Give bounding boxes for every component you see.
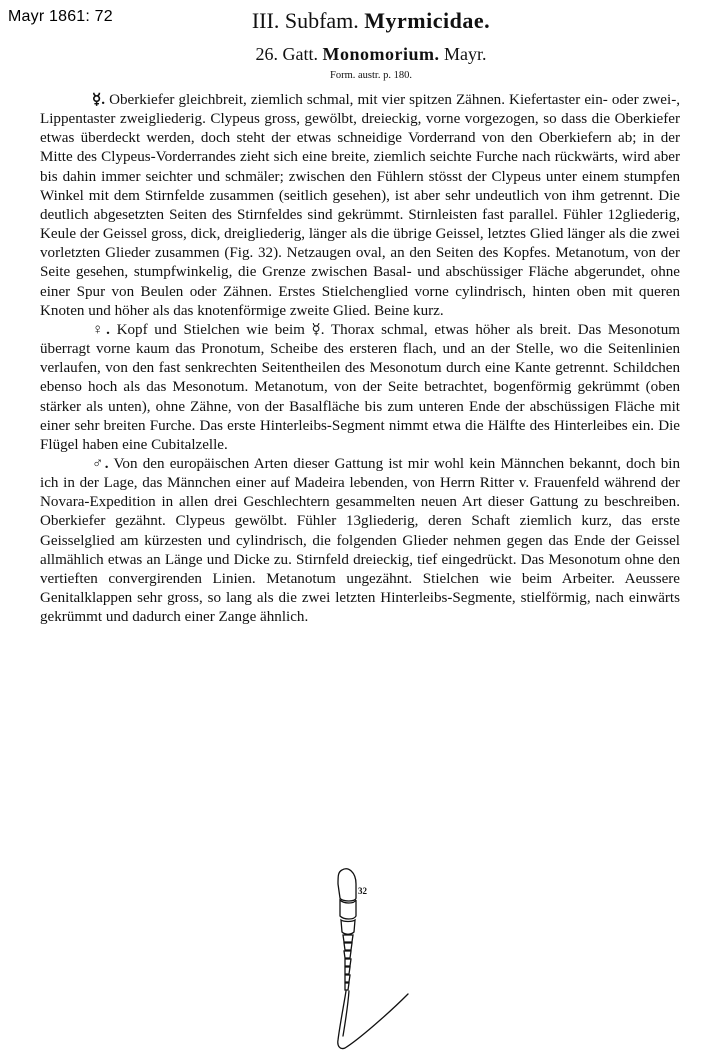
female-symbol: ♀. <box>92 321 110 338</box>
subfamily-name: Myrmicidae. <box>364 8 491 33</box>
worker-symbol: ☿. <box>92 92 106 108</box>
genus-author: Mayr. <box>444 44 487 64</box>
antenna-segment <box>344 943 352 950</box>
antenna-figure <box>318 864 428 1054</box>
paragraph-female <box>40 321 680 455</box>
antenna-club-segment <box>340 900 356 919</box>
subfamily-heading <box>0 8 712 34</box>
reference-line: Form. austr. p. 180. <box>330 70 412 81</box>
antenna-club-segment <box>338 869 356 901</box>
genus-prefix: 26. Gatt. <box>255 44 318 64</box>
antenna-segment <box>345 967 350 974</box>
antenna-club-segment <box>341 920 355 934</box>
antenna-segment <box>344 951 351 958</box>
genus-name: Monomorium. <box>322 44 440 64</box>
paragraph-text: Kopf und Stielchen wie beim ☿. Thorax schmal, etwas höher als breit. Das Mesonotum überragt vorne kaum das Pronotum, Scheibe des ersteren flach, und an der Stelle, wo die Seitenlinien verlaufen, von den fast senkrechten Seitentheilen des Mesonotum durch eine Kante getrennt. Schildchen ebenso hoch als das Mesonotum. Metanotum, von der Seite betrachtet, bogenförmig gekrümmt (oben stärker als unten), ohne Zähne, von der Basalfläche bis zum unteren Ende der abschüssigen Fläche mit einer sehr breiten Furche. Das erste Hinterleibs-Segment nimmt etwa die Hälfte des Hinterleibes ein. Die Flügel haben eine Cubitalzelle. <box>40 321 680 453</box>
antenna-segment <box>345 975 350 982</box>
subfamily-prefix: III. Subfam. <box>251 8 359 33</box>
genus-heading <box>0 44 712 65</box>
body-text <box>40 91 680 627</box>
paragraph-male <box>40 455 680 627</box>
antenna-segment <box>345 959 351 966</box>
paragraph-worker <box>40 91 680 321</box>
antenna-segment <box>343 935 353 942</box>
paragraph-text: Oberkiefer gleichbreit, ziemlich schmal, mit vier spitzen Zähnen. Kiefertaster ein- oder zwei-, Lippentaster zweigliederig. Clypeus gross, gewölbt, dreieckig, vorne vorgezogen, so dass die Oberkiefer etwas überdeckt werden, doch steht der etwas schneidige Vorderrand von den Oberkiefern ab; in der Mitte des Clypeus-Vorderrandes zieht sich eine breite, ziemlich seichte Furche nach rückwärts, wird aber bis dahin immer seichter und schmäler; zwischen den Fühlern stösst der Clypeus unter einem stumpfen Winkel mit dem Stirnfelde zusammen (seitlich gesehen), ist aber sehr undeutlich von ihm getrennt. Die deutlich abgesetzten Seiten des Stirnfeldes sind gekrümmt. Stirnleisten fast parallel. Fühler 12gliederig, Keule der Geissel gross, dick, dreigliederig, länger als die übrige Geissel, letztes Glied länger als die zwei vorletzten Glieder zusammen (Fig. 32). Netzaugen oval, an den Seiten des Kopfes. Metanotum, von der Seite gesehen, stumpfwinkelig, die Grenze zwischen Basal- und abschüssiger Fläche abgerundet, ohne einer Spur von Beulen oder Zähnen. Erstes Stielchenglied vorne cylindrisch, hinten oben mit queren Knoten und höher als das knotenförmige zweite Glied. Beine kurz. <box>40 92 680 319</box>
antenna-segment <box>345 983 349 990</box>
source-label: Mayr 1861: 72 <box>8 8 113 25</box>
male-symbol: ♂. <box>92 455 109 472</box>
figure-number: 32 <box>358 886 367 896</box>
paragraph-text: Von den europäischen Arten dieser Gattung ist mir wohl kein Männchen bekannt, doch bin ich in der Lage, das Männchen einer auf Madeira lebenden, von Herrn Ritter v. Frauenfeld während der Novara-Expedition in allen drei Geschlechtern gesammelten neuen Art dieser Gattung zu beschreiben. Oberkiefer gezähnt. Clypeus gewölbt. Fühler 13gliederig, deren Schaft ziemlich kurz, das erste Geisselglied am kürzesten und cylindrisch, die folgenden Glieder nehmen gegen das Ende der Geissel allmählich etwas an Länge und Dicke zu. Stirnfeld dreieckig, tief eingedrückt. Das Mesonotum ohne den vertieften convergirenden Linien. Metanotum ungezähnt. Stielchen wie beim Arbeiter. Aeussere Genitalklappen sehr gross, so lang als die zwei letzten Hinterleibs-Segmente, stielförmig, nach einwärts gekrümmt und dadurch einer Zange ähnlich. <box>40 455 680 626</box>
